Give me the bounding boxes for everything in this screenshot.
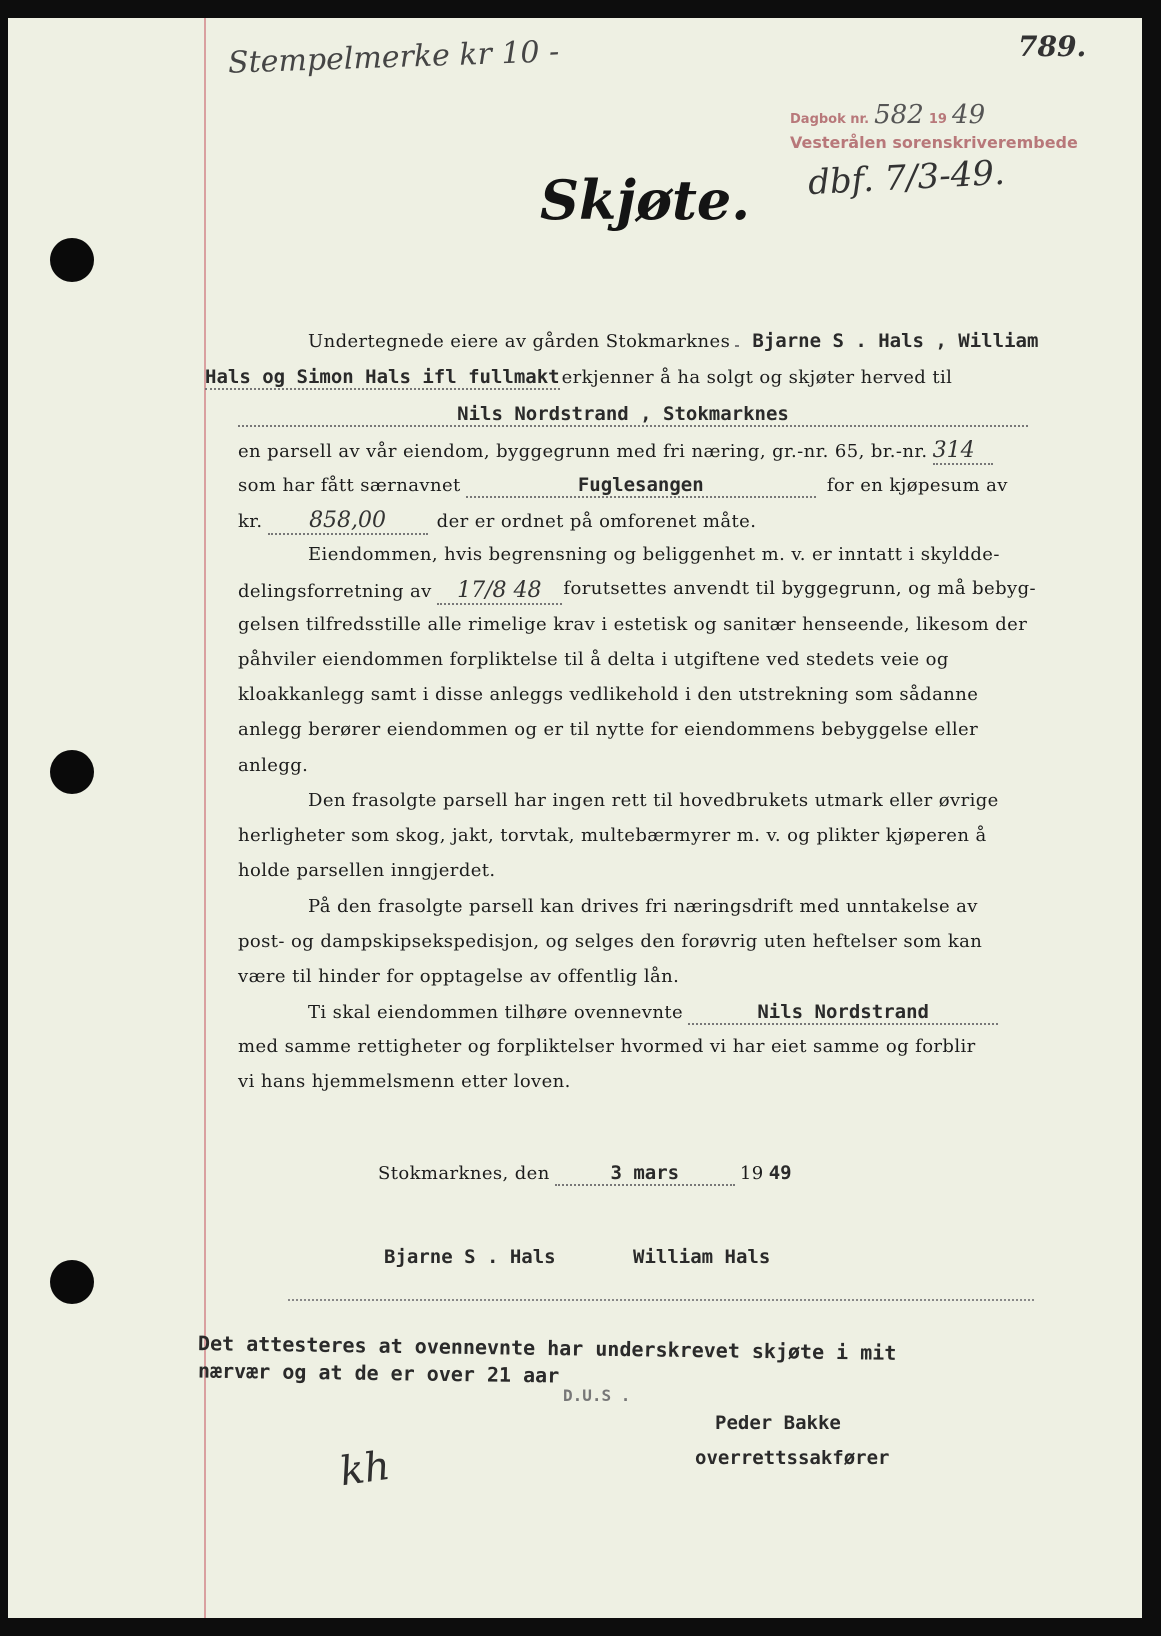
p2-line6: anlegg berører eiendommen og er til nytte for eiendommens bebyggelse eller bbox=[238, 719, 979, 740]
sellers-line bbox=[205, 366, 952, 390]
p5-line2: med samme rettigheter og forpliktelser hvormed vi har eiet samme og forblir bbox=[238, 1036, 976, 1057]
punch-hole bbox=[50, 750, 94, 794]
price-label: for en kjøpesum av bbox=[826, 475, 1008, 496]
signature-divider bbox=[288, 1299, 1034, 1301]
attestation-initials: D.U.S . bbox=[563, 1386, 631, 1405]
intro-text: Undertegnede eiere av gården Stokmarknes bbox=[308, 331, 731, 352]
sellers-line1: Bjarne S . Hals , William bbox=[752, 330, 1039, 352]
signature-1: Bjarne S . Hals bbox=[384, 1246, 556, 1268]
intro-line bbox=[308, 330, 1038, 352]
property-name-line bbox=[238, 474, 1008, 498]
journal-stamp bbox=[790, 100, 985, 130]
signing-place: Stokmarknes, den bbox=[378, 1163, 550, 1184]
br-nr: 314 bbox=[932, 438, 975, 463]
p2-line5: kloakkanlegg samt i disse anleggs vedlikehold i den utstrekning som sådanne bbox=[238, 684, 979, 705]
p2-line4: påhviler eiendommen forpliktelse til å delta i utgiftene ved stedets veie og bbox=[238, 649, 949, 670]
parcel-text: en parsell av vår eiendom, byggegrunn med fri næring, gr.-nr. 65, br.-nr. bbox=[238, 441, 928, 462]
p4-line1: På den frasolgte parsell kan drives fri næringsdrift med unntakelse av bbox=[308, 896, 978, 917]
attestation-line1: Det attesteres at ovennevnte har underskrevet skjøte i mit bbox=[197, 1331, 897, 1365]
signature-2: William Hals bbox=[633, 1246, 771, 1268]
p2-line2a: delingsforretning av bbox=[238, 581, 432, 602]
p4-line3: være til hinder for opptagelse av offentlig lån. bbox=[238, 966, 680, 987]
p5-line1a: Ti skal eiendommen tilhøre ovennevnte bbox=[308, 1002, 684, 1023]
sellers-line2: Hals og Simon Hals ifl fullmakt bbox=[205, 366, 560, 388]
p3-line1: Den frasolgte parsell har ingen rett til hovedbrukets utmark eller øvrige bbox=[308, 790, 999, 811]
price-continuation: der er ordnet på omforenet måte. bbox=[436, 511, 757, 532]
margin-initials: kh bbox=[337, 1442, 393, 1496]
price-line bbox=[238, 508, 756, 535]
p2-line2b: forutsettes anvendt til byggegrunn, og må bebyg- bbox=[563, 578, 1036, 599]
page-number: 789. bbox=[1018, 30, 1087, 63]
punch-hole bbox=[50, 238, 94, 282]
p2-line3: gelsen tilfredsstille alle rimelige krav i estetisk og sanitær henseende, likesom der bbox=[238, 614, 1028, 635]
name-label: som har fått særnavnet bbox=[238, 475, 461, 496]
journal-label: Dagbok nr. bbox=[790, 112, 870, 127]
signing-place-date bbox=[378, 1162, 792, 1186]
journal-number: 582 bbox=[874, 100, 924, 130]
attestor-name: Peder Bakke bbox=[715, 1412, 841, 1434]
buyer-line bbox=[238, 403, 1028, 427]
signing-year: 49 bbox=[768, 1162, 792, 1184]
attestation-line2: nærvær og at de er over 21 aar bbox=[197, 1358, 560, 1388]
p3-line3: holde parsellen inngjerdet. bbox=[238, 860, 496, 881]
p3-line2: herligheter som skog, jakt, torvtak, multebærmyrer m. v. og plikter kjøperen å bbox=[238, 825, 987, 846]
p5-buyer-name: Nils Nordstrand bbox=[757, 1001, 929, 1023]
p2-line7: anlegg. bbox=[238, 755, 309, 776]
p2-line1: Eiendommen, hvis begrensning og beliggenhet m. v. er inntatt i skyldde- bbox=[308, 544, 1000, 565]
document-title: Skjøte. bbox=[540, 168, 751, 232]
punch-hole bbox=[50, 1260, 94, 1304]
property-name: Fuglesangen bbox=[577, 474, 704, 496]
p4-line2: post- og dampskipsekspedisjon, og selges den forøvrig uten heftelser som kan bbox=[238, 931, 983, 952]
attestor-title: overrettssakfører bbox=[695, 1447, 890, 1469]
signing-year-prefix: 19 bbox=[739, 1163, 764, 1184]
kr-label: kr. bbox=[238, 511, 263, 532]
filed-note: dbf. 7/3-49. bbox=[807, 152, 1006, 204]
journal-year-prefix: 19 bbox=[928, 112, 947, 127]
p5-line1 bbox=[308, 1001, 998, 1025]
p2-line2 bbox=[238, 578, 1036, 605]
subdivision-date: 17/8 48 bbox=[457, 578, 542, 603]
p5-line3: vi hans hjemmelsmenn etter loven. bbox=[238, 1071, 571, 1092]
parcel-line bbox=[238, 438, 993, 465]
deed-page bbox=[8, 18, 1142, 1618]
buyer-name: Nils Nordstrand , Stokmarknes bbox=[457, 403, 789, 425]
office-stamp: Vesterålen sorenskriverembede bbox=[790, 133, 1078, 152]
stamp-duty-note: Stempelmerke kr 10 - bbox=[227, 34, 560, 81]
signing-date: 3 mars bbox=[610, 1162, 680, 1184]
price-value: 858,00 bbox=[309, 508, 387, 533]
journal-year: 49 bbox=[952, 100, 986, 130]
intro-continuation: erkjenner å ha solgt og skjøter herved til bbox=[561, 367, 953, 388]
